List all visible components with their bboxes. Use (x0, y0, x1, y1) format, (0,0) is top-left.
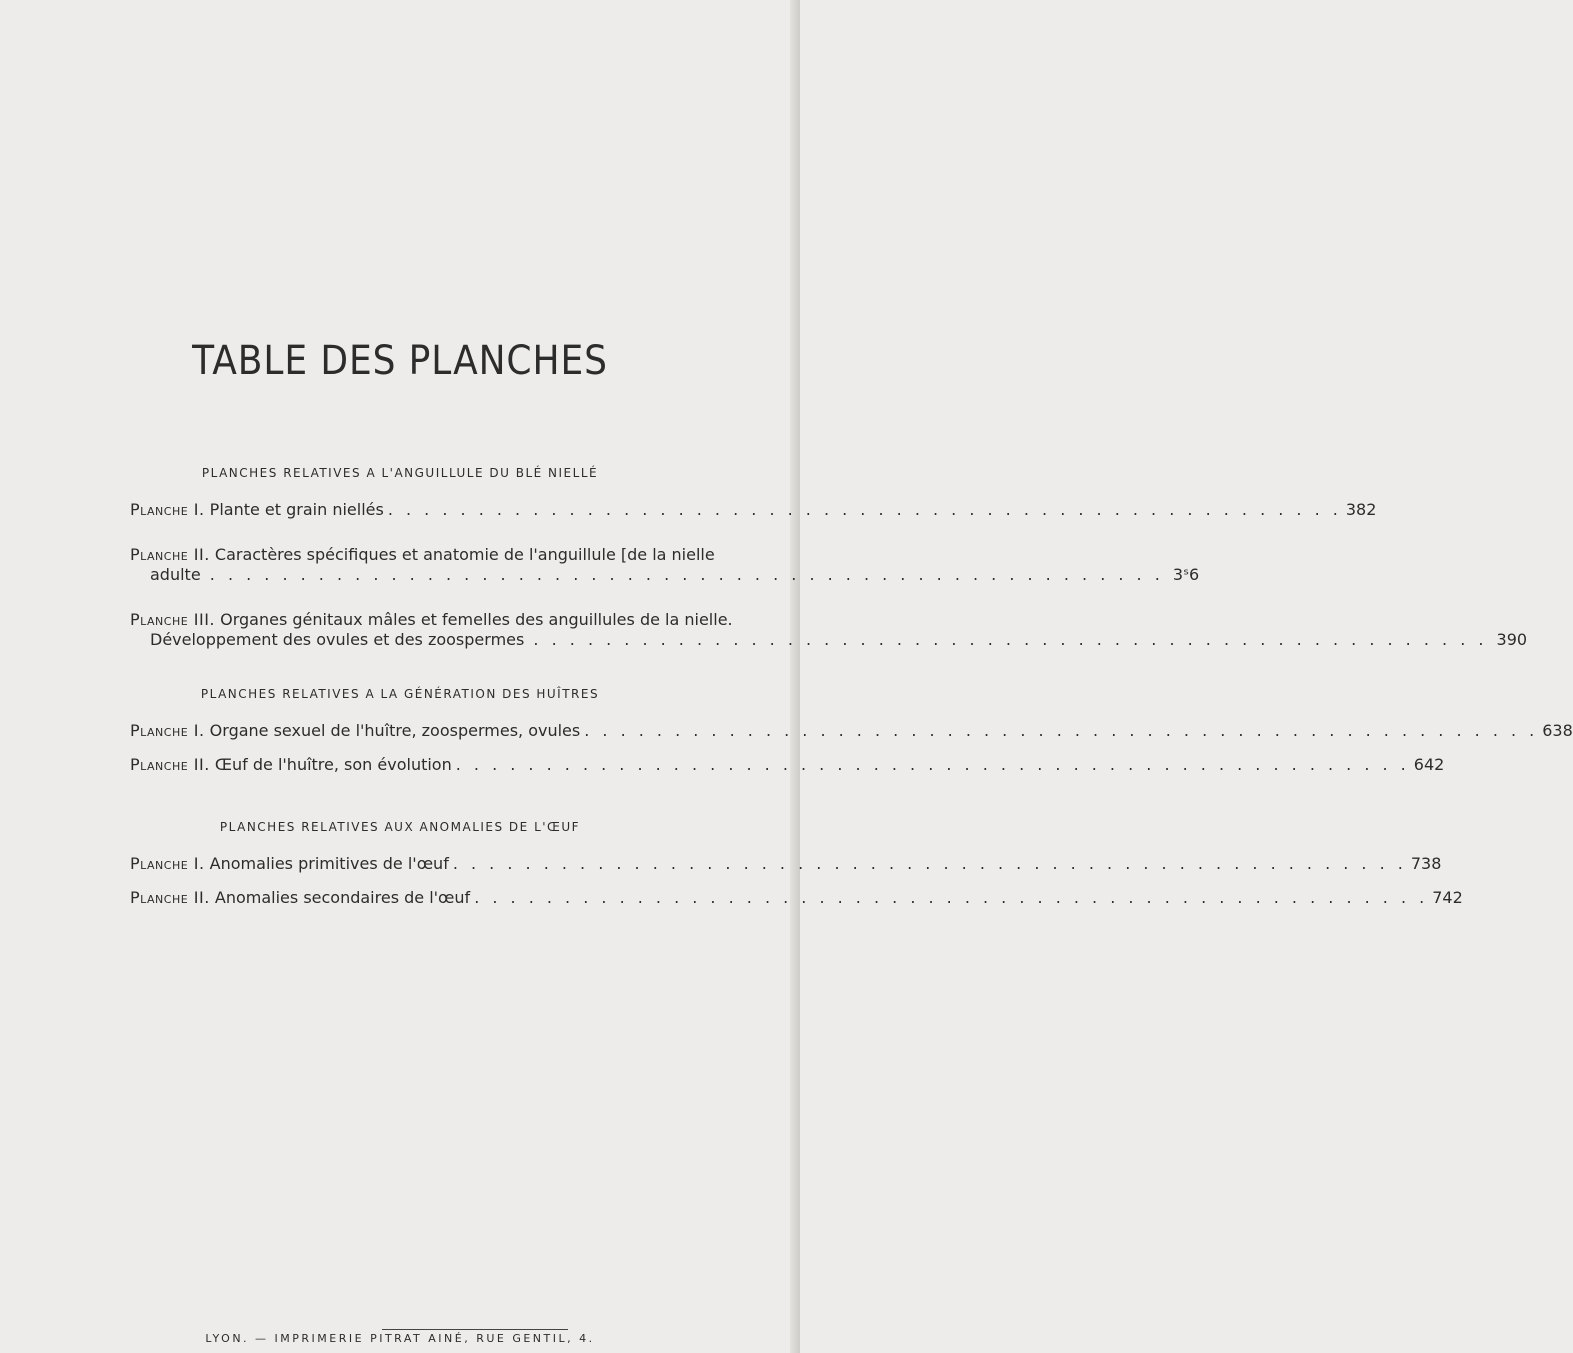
dot-leader (210, 565, 1164, 584)
plate-title-continued: adulte (150, 565, 201, 584)
page-number: 3ˢ6 (1172, 565, 1200, 584)
plate-title: Caractères spécifiques et anatomie de l'anguillule [de la nielle (214, 545, 715, 564)
page-number: 742 (1432, 888, 1463, 907)
page-number: 642 (1413, 755, 1445, 774)
page-number: 638 (1542, 721, 1573, 740)
dot-leader (456, 755, 1410, 775)
dot-leader (388, 500, 1342, 520)
plate-label: Planche I. (130, 500, 205, 519)
entry-anomalies-plate-2 (130, 888, 1463, 908)
plate-title: Organes génitaux mâles et femelles des anguillules de la nielle. (220, 610, 733, 629)
section-heading-anguillule: PLANCHES RELATIVES A L'ANGUILLULE DU BLÉ NIELLÉ (201, 466, 599, 480)
dot-leader (453, 854, 1407, 874)
entry-anomalies-plate-1 (130, 854, 1442, 874)
dot-leader (474, 888, 1428, 908)
plate-title: Anomalies secondaires de l'œuf (214, 888, 471, 907)
entry-anguillule-plate-2 (130, 545, 1200, 585)
entry-huitres-plate-2 (130, 755, 1445, 775)
page-number: 738 (1410, 854, 1442, 873)
footer-rule (382, 1329, 568, 1330)
section-heading-anomalies: PLANCHES RELATIVES AUX ANOMALIES DE L'ŒUF (219, 820, 581, 834)
page-number: 382 (1345, 500, 1377, 519)
page-number: 390 (1496, 630, 1528, 649)
page-title: TABLE DES PLANCHES (192, 338, 608, 384)
plate-label: Planche I. (130, 854, 205, 873)
plate-title: Anomalies primitives de l'œuf (209, 854, 449, 873)
dot-leader (584, 721, 1538, 741)
plate-label: Planche II. (130, 545, 210, 564)
dot-leader (533, 630, 1487, 649)
plate-title: Œuf de l'huître, son évolution (214, 755, 452, 774)
plate-title: Plante et grain niellés (209, 500, 384, 519)
plate-label: Planche III. (130, 610, 216, 629)
plate-label: Planche II. (130, 888, 210, 907)
plate-title: Organe sexuel de l'huître, zoospermes, ovules (209, 721, 581, 740)
page-edge (790, 0, 800, 1353)
entry-anguillule-plate-1 (130, 500, 1377, 520)
plate-title-continued: Développement des ovules et des zoospermes (150, 630, 525, 649)
section-heading-huitres: PLANCHES RELATIVES A LA GÉNÉRATION DES HUÎTRES (200, 687, 600, 701)
plate-label: Planche I. (130, 721, 205, 740)
entry-huitres-plate-1 (130, 721, 1573, 741)
entry-anguillule-plate-3 (130, 610, 1528, 650)
printer-imprint: LYON. — IMPRIMERIE PITRAT AINÉ, RUE GENTIL, 4. (205, 1332, 595, 1345)
plate-label: Planche II. (130, 755, 210, 774)
